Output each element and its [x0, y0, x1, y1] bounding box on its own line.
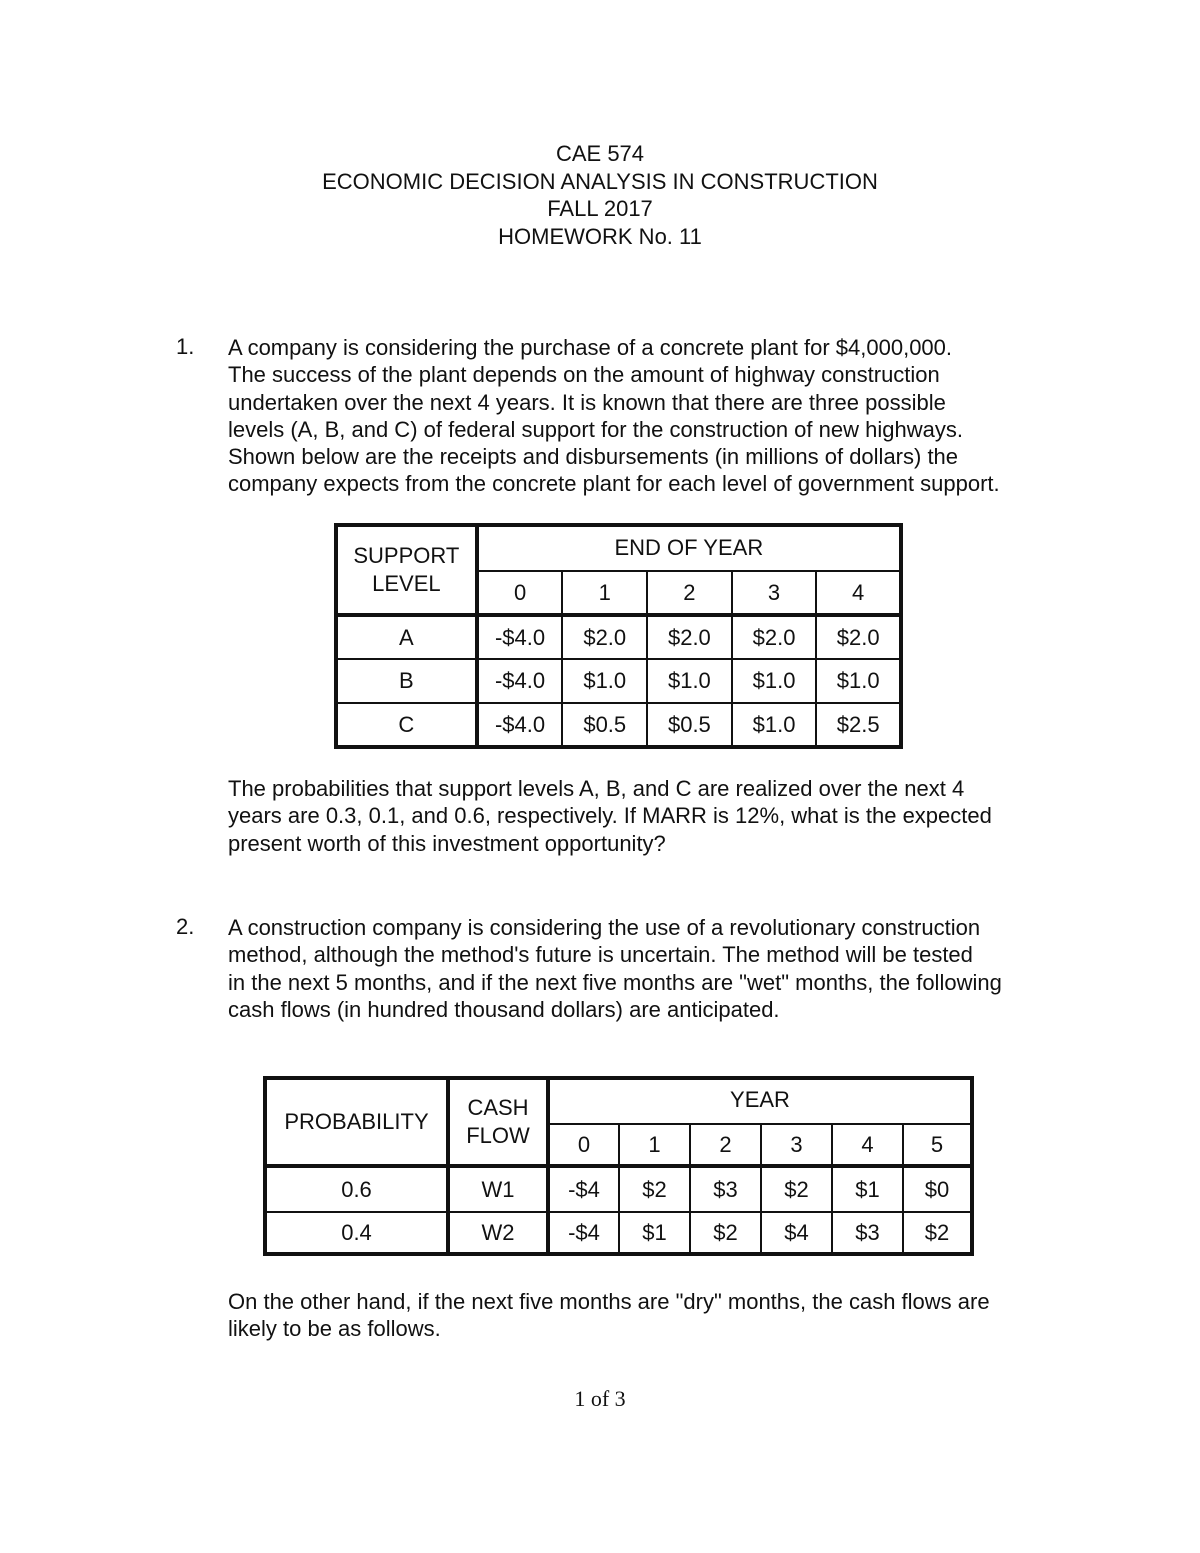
year-header: 1 [619, 1124, 690, 1166]
cash-flow-cell: -$4.0 [477, 615, 563, 659]
header-line: SUPPORT [353, 543, 460, 568]
question-2-text [228, 914, 1088, 1023]
cash-flow-cell: $2 [903, 1212, 972, 1254]
text-line: present worth of this investment opportunity? [228, 830, 666, 856]
question-2-number: 2. [176, 914, 195, 939]
wet-months-table [263, 1076, 974, 1256]
cash-flow-cell: $1 [832, 1166, 903, 1212]
year-header: 3 [761, 1124, 832, 1166]
year-header: 2 [647, 571, 732, 615]
cash-flow-cell: $3 [690, 1166, 761, 1212]
year-header: 0 [477, 571, 563, 615]
term: FALL 2017 [547, 196, 653, 221]
text-line: years are 0.3, 0.1, and 0.6, respectively. If MARR is 12%, what is the expected [228, 803, 992, 829]
cash-flow-cell: $0.5 [647, 703, 732, 747]
cash-flow-cell: $2.0 [816, 615, 901, 659]
cash-flow-cell: -$4.0 [477, 659, 563, 703]
course-title: ECONOMIC DECISION ANALYSIS IN CONSTRUCTION [322, 168, 878, 194]
text-line: in the next 5 months, and if the next five months are "wet" months, the following [228, 969, 1002, 995]
support-level-cell: C [336, 703, 477, 747]
cash-flow-id-cell: W2 [448, 1212, 548, 1254]
year-header: 3 [732, 571, 817, 615]
text-line: A construction company is considering the use of a revolutionary construction [228, 915, 981, 940]
text-line: Shown below are the receipts and disbursements (in millions of dollars) the [228, 444, 959, 470]
support-level-table [334, 523, 903, 749]
text-line: company expects from the concrete plant for each level of government support. [228, 471, 1000, 497]
question-2-followup [228, 1288, 1088, 1343]
cash-flow-cell: $4 [761, 1212, 832, 1254]
assignment-title: HOMEWORK No. 11 [498, 223, 702, 249]
cash-flow-cell: $0 [903, 1166, 972, 1212]
cash-flow-cell: $1.0 [647, 659, 732, 703]
cash-flow-cell: $1.0 [732, 659, 817, 703]
cash-flow-cell: $2.5 [816, 703, 901, 747]
question-1-text [228, 334, 1088, 498]
cash-flow-cell: $3 [832, 1212, 903, 1254]
text-line: On the other hand, if the next five months are "dry" months, the cash flows are [228, 1289, 990, 1314]
year-header: 0 [548, 1124, 619, 1166]
table-row [336, 659, 901, 703]
probability-header: PROBABILITY [265, 1078, 448, 1166]
text-line: The probabilities that support levels A, B, and C are realized over the next 4 [228, 776, 965, 801]
probability-cell: 0.6 [265, 1166, 448, 1212]
text-line: The success of the plant depends on the amount of highway construction [228, 362, 940, 388]
table-row [265, 1212, 972, 1254]
page-number: 1 of 3 [574, 1386, 626, 1411]
cash-flow-cell: $2.0 [647, 615, 732, 659]
year-group-header: YEAR [548, 1078, 972, 1124]
cash-flow-cell: $1.0 [732, 703, 817, 747]
cash-flow-cell: $2.0 [732, 615, 817, 659]
question-1-followup [228, 775, 1088, 857]
year-header: 4 [816, 571, 901, 615]
support-level-cell: B [336, 659, 477, 703]
cash-flow-cell: $2.0 [562, 615, 647, 659]
cash-flow-header [448, 1078, 548, 1166]
cash-flow-cell: $1.0 [562, 659, 647, 703]
year-header: 5 [903, 1124, 972, 1166]
cash-flow-cell: -$4 [548, 1166, 619, 1212]
document-header [0, 140, 1200, 250]
cash-flow-id-cell: W1 [448, 1166, 548, 1212]
text-line: undertaken over the next 4 years. It is known that there are three possible [228, 389, 946, 415]
table-row [336, 703, 901, 747]
text-line: likely to be as follows. [228, 1316, 441, 1342]
cash-flow-cell: -$4.0 [477, 703, 563, 747]
table-row [336, 615, 901, 659]
question-1-number: 1. [176, 334, 195, 359]
cash-flow-cell: $2 [761, 1166, 832, 1212]
cash-flow-cell: $1 [619, 1212, 690, 1254]
cash-flow-cell: -$4 [548, 1212, 619, 1254]
course-code: CAE 574 [555, 141, 645, 166]
year-header: 2 [690, 1124, 761, 1166]
table-row [265, 1166, 972, 1212]
text-line: method, although the method's future is uncertain. The method will be tested [228, 942, 973, 968]
text-line: levels (A, B, and C) of federal support for the construction of new highways. [228, 416, 963, 442]
header-line: CASH [467, 1095, 529, 1120]
support-level-header [336, 525, 477, 615]
header-line: LEVEL [372, 571, 441, 596]
text-line: cash flows (in hundred thousand dollars) are anticipated. [228, 996, 780, 1022]
text-line: A company is considering the purchase of a concrete plant for $4,000,000. [228, 335, 953, 360]
cash-flow-cell: $2 [619, 1166, 690, 1212]
end-of-year-header: END OF YEAR [477, 525, 901, 571]
cash-flow-cell: $0.5 [562, 703, 647, 747]
year-header: 1 [562, 571, 647, 615]
probability-cell: 0.4 [265, 1212, 448, 1254]
support-level-cell: A [336, 615, 477, 659]
cash-flow-cell: $2 [690, 1212, 761, 1254]
year-header: 4 [832, 1124, 903, 1166]
cash-flow-cell: $1.0 [816, 659, 901, 703]
header-line: FLOW [466, 1123, 530, 1148]
